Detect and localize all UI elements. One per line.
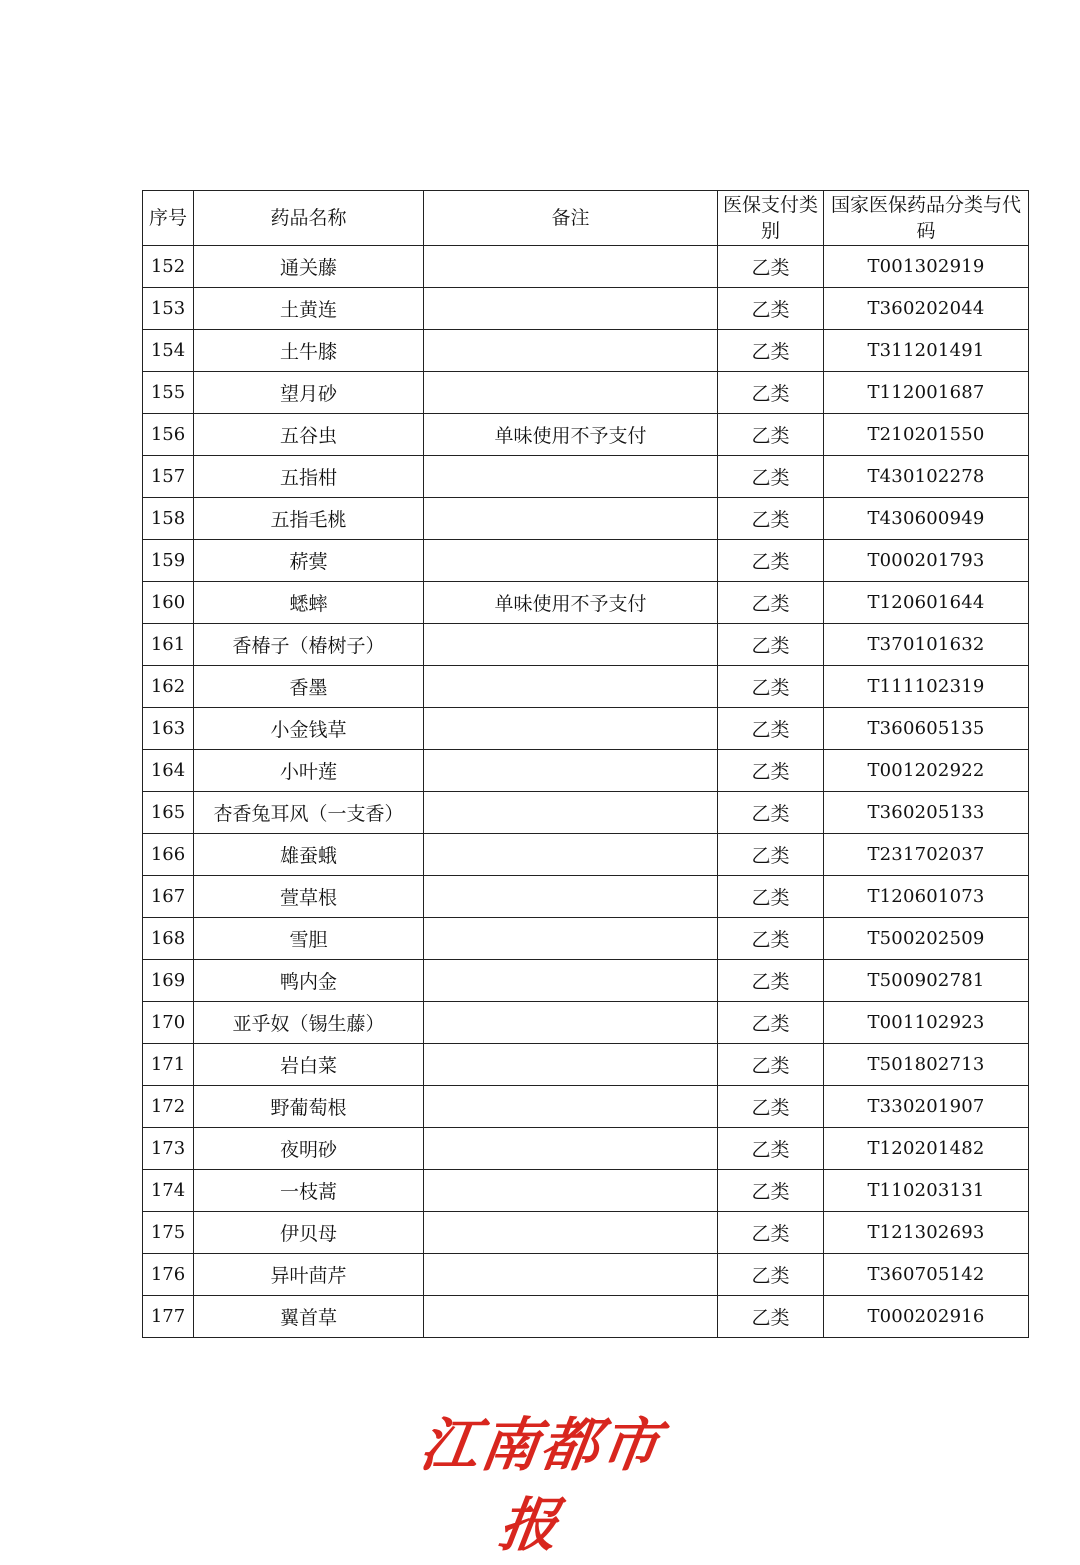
cell-drug-name: 萱草根: [194, 876, 424, 918]
cell-category: 乙类: [718, 1212, 824, 1254]
cell-drug-name: 五谷虫: [194, 414, 424, 456]
cell-category: 乙类: [718, 750, 824, 792]
table-row: [143, 666, 1029, 708]
newspaper-logo: 江南都市报: [416, 1411, 666, 1559]
cell-drug-name: 野葡萄根: [194, 1086, 424, 1128]
cell-drug-name: 异叶茴芹: [194, 1254, 424, 1296]
cell-note: [424, 792, 718, 834]
cell-category: 乙类: [718, 1086, 824, 1128]
cell-drug-name: 一枝蒿: [194, 1170, 424, 1212]
cell-note: [424, 624, 718, 666]
cell-seq: 152: [143, 246, 194, 288]
cell-category: 乙类: [718, 1254, 824, 1296]
cell-seq: 169: [143, 960, 194, 1002]
cell-note: [424, 1212, 718, 1254]
cell-note: [424, 246, 718, 288]
cell-seq: 157: [143, 456, 194, 498]
cell-note: [424, 666, 718, 708]
cell-category: 乙类: [718, 1044, 824, 1086]
header-category: 医保支付类别: [718, 191, 824, 246]
cell-note: 单味使用不予支付: [424, 582, 718, 624]
cell-drug-name: 雪胆: [194, 918, 424, 960]
cell-code: T121302693: [824, 1212, 1029, 1254]
cell-note: 单味使用不予支付: [424, 414, 718, 456]
cell-note: [424, 1170, 718, 1212]
table-row: [143, 750, 1029, 792]
table-row: [143, 540, 1029, 582]
table-row: [143, 330, 1029, 372]
cell-note: [424, 834, 718, 876]
cell-drug-name: 五指柑: [194, 456, 424, 498]
cell-category: 乙类: [718, 540, 824, 582]
cell-seq: 163: [143, 708, 194, 750]
cell-drug-name: 通关藤: [194, 246, 424, 288]
cell-drug-name: 香椿子（椿树子）: [194, 624, 424, 666]
cell-note: [424, 708, 718, 750]
cell-category: 乙类: [718, 1002, 824, 1044]
cell-note: [424, 1128, 718, 1170]
cell-code: T120601644: [824, 582, 1029, 624]
cell-drug-name: 蟋蟀: [194, 582, 424, 624]
cell-seq: 162: [143, 666, 194, 708]
cell-note: [424, 1086, 718, 1128]
header-seq: 序号: [143, 191, 194, 246]
cell-seq: 175: [143, 1212, 194, 1254]
cell-code: T311201491: [824, 330, 1029, 372]
cell-seq: 158: [143, 498, 194, 540]
cell-code: T001302919: [824, 246, 1029, 288]
cell-note: [424, 456, 718, 498]
cell-drug-name: 伊贝母: [194, 1212, 424, 1254]
table-row: [143, 876, 1029, 918]
cell-code: T210201550: [824, 414, 1029, 456]
cell-code: T360202044: [824, 288, 1029, 330]
table-body: [143, 246, 1029, 1338]
cell-category: 乙类: [718, 666, 824, 708]
cell-code: T231702037: [824, 834, 1029, 876]
cell-code: T360205133: [824, 792, 1029, 834]
cell-code: T001102923: [824, 1002, 1029, 1044]
cell-category: 乙类: [718, 918, 824, 960]
table-row: [143, 1212, 1029, 1254]
table-row: [143, 960, 1029, 1002]
table-row: [143, 288, 1029, 330]
cell-category: 乙类: [718, 246, 824, 288]
header-name: 药品名称: [194, 191, 424, 246]
cell-note: [424, 330, 718, 372]
table-row: [143, 1002, 1029, 1044]
cell-category: 乙类: [718, 1170, 824, 1212]
cell-category: 乙类: [718, 414, 824, 456]
table-row: [143, 372, 1029, 414]
cell-drug-name: 岩白菜: [194, 1044, 424, 1086]
cell-seq: 177: [143, 1296, 194, 1338]
cell-note: [424, 960, 718, 1002]
cell-seq: 176: [143, 1254, 194, 1296]
cell-code: T500902781: [824, 960, 1029, 1002]
cell-category: 乙类: [718, 792, 824, 834]
cell-seq: 159: [143, 540, 194, 582]
cell-code: T430600949: [824, 498, 1029, 540]
cell-code: T000202916: [824, 1296, 1029, 1338]
cell-note: [424, 540, 718, 582]
cell-code: T112001687: [824, 372, 1029, 414]
cell-code: T430102278: [824, 456, 1029, 498]
cell-code: T001202922: [824, 750, 1029, 792]
table-row: [143, 1086, 1029, 1128]
cell-category: 乙类: [718, 834, 824, 876]
cell-note: [424, 372, 718, 414]
table-row: [143, 1128, 1029, 1170]
table-row: [143, 246, 1029, 288]
cell-drug-name: 菥蓂: [194, 540, 424, 582]
cell-seq: 153: [143, 288, 194, 330]
cell-note: [424, 750, 718, 792]
cell-seq: 174: [143, 1170, 194, 1212]
cell-category: 乙类: [718, 456, 824, 498]
cell-category: 乙类: [718, 498, 824, 540]
cell-seq: 166: [143, 834, 194, 876]
cell-seq: 170: [143, 1002, 194, 1044]
cell-code: T501802713: [824, 1044, 1029, 1086]
table-row: [143, 792, 1029, 834]
cell-note: [424, 918, 718, 960]
cell-category: 乙类: [718, 624, 824, 666]
cell-category: 乙类: [718, 1128, 824, 1170]
cell-note: [424, 1296, 718, 1338]
cell-category: 乙类: [718, 960, 824, 1002]
cell-category: 乙类: [718, 708, 824, 750]
cell-code: T500202509: [824, 918, 1029, 960]
table-row: [143, 708, 1029, 750]
cell-seq: 171: [143, 1044, 194, 1086]
cell-drug-name: 鸭内金: [194, 960, 424, 1002]
cell-category: 乙类: [718, 372, 824, 414]
cell-seq: 167: [143, 876, 194, 918]
cell-code: T111102319: [824, 666, 1029, 708]
cell-drug-name: 小叶莲: [194, 750, 424, 792]
cell-code: T370101632: [824, 624, 1029, 666]
table-row: [143, 414, 1029, 456]
cell-drug-name: 亚乎奴（锡生藤）: [194, 1002, 424, 1044]
cell-category: 乙类: [718, 876, 824, 918]
header-note: 备注: [424, 191, 718, 246]
drug-list-table: [142, 190, 1029, 1338]
cell-drug-name: 五指毛桃: [194, 498, 424, 540]
cell-seq: 161: [143, 624, 194, 666]
cell-category: 乙类: [718, 1296, 824, 1338]
cell-drug-name: 翼首草: [194, 1296, 424, 1338]
cell-code: T360605135: [824, 708, 1029, 750]
cell-seq: 155: [143, 372, 194, 414]
cell-drug-name: 杏香兔耳风（一支香）: [194, 792, 424, 834]
table-row: [143, 1044, 1029, 1086]
cell-drug-name: 望月砂: [194, 372, 424, 414]
cell-note: [424, 1002, 718, 1044]
table-row: [143, 1170, 1029, 1212]
header-code: 国家医保药品分类与代码: [824, 191, 1029, 246]
cell-drug-name: 夜明砂: [194, 1128, 424, 1170]
cell-seq: 165: [143, 792, 194, 834]
cell-seq: 172: [143, 1086, 194, 1128]
table-row: [143, 1296, 1029, 1338]
table-row: [143, 498, 1029, 540]
table-row: [143, 834, 1029, 876]
table-row: [143, 918, 1029, 960]
cell-code: T110203131: [824, 1170, 1029, 1212]
cell-drug-name: 小金钱草: [194, 708, 424, 750]
cell-code: T000201793: [824, 540, 1029, 582]
cell-code: T120601073: [824, 876, 1029, 918]
cell-note: [424, 288, 718, 330]
cell-category: 乙类: [718, 330, 824, 372]
cell-seq: 173: [143, 1128, 194, 1170]
cell-category: 乙类: [718, 582, 824, 624]
cell-drug-name: 雄蚕蛾: [194, 834, 424, 876]
cell-note: [424, 1044, 718, 1086]
cell-drug-name: 土黄连: [194, 288, 424, 330]
cell-drug-name: 香墨: [194, 666, 424, 708]
table-row: [143, 624, 1029, 666]
cell-note: [424, 498, 718, 540]
table-header-row: [143, 191, 1029, 246]
table-row: [143, 1254, 1029, 1296]
cell-drug-name: 土牛膝: [194, 330, 424, 372]
cell-code: T360705142: [824, 1254, 1029, 1296]
table-row: [143, 456, 1029, 498]
table-row: [143, 582, 1029, 624]
cell-seq: 154: [143, 330, 194, 372]
cell-note: [424, 1254, 718, 1296]
cell-seq: 160: [143, 582, 194, 624]
cell-code: T330201907: [824, 1086, 1029, 1128]
cell-note: [424, 876, 718, 918]
cell-category: 乙类: [718, 288, 824, 330]
cell-seq: 164: [143, 750, 194, 792]
cell-code: T120201482: [824, 1128, 1029, 1170]
cell-seq: 168: [143, 918, 194, 960]
cell-seq: 156: [143, 414, 194, 456]
